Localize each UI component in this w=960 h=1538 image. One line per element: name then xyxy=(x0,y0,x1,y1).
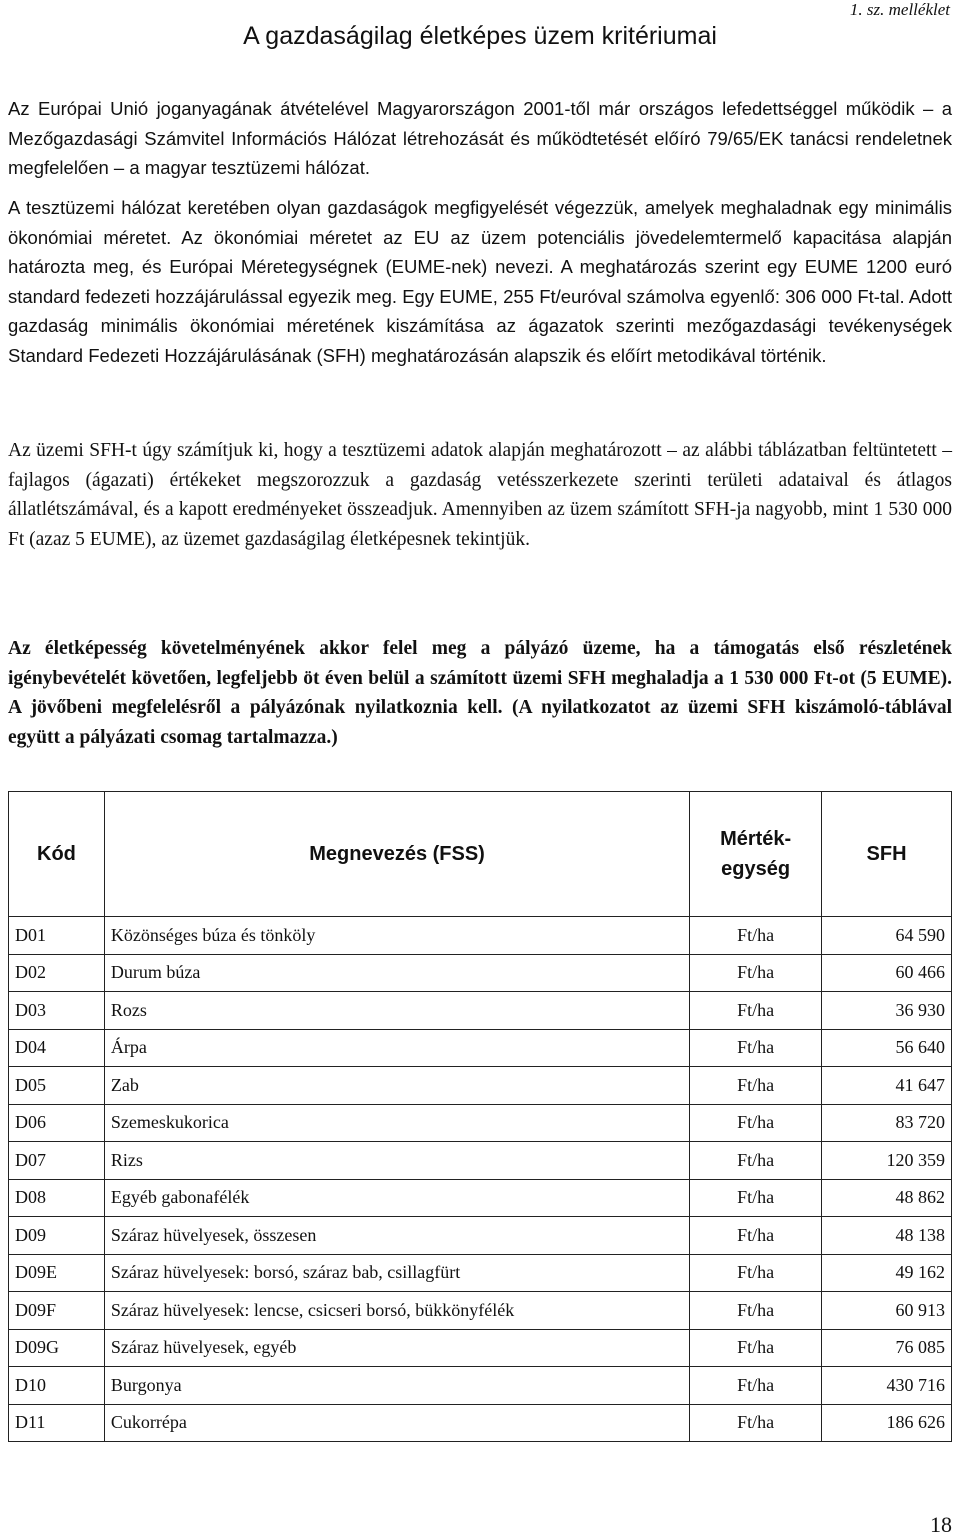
cell-unit: Ft/ha xyxy=(690,1104,822,1142)
cell-unit: Ft/ha xyxy=(690,1142,822,1180)
annex-label: 1. sz. melléklet xyxy=(849,0,950,19)
cell-code: D02 xyxy=(9,954,105,992)
cell-unit: Ft/ha xyxy=(690,1217,822,1255)
cell-name: Rizs xyxy=(104,1142,689,1180)
cell-sfh: 41 647 xyxy=(822,1067,952,1105)
cell-sfh: 56 640 xyxy=(822,1029,952,1067)
cell-name: Zab xyxy=(104,1067,689,1105)
cell-unit: Ft/ha xyxy=(690,1179,822,1217)
cell-name: Száraz hüvelyesek: lencse, csicseri borsó, bükkönyfélék xyxy=(104,1292,689,1330)
cell-name: Egyéb gabonafélék xyxy=(104,1179,689,1217)
header-name: Megnevezés (FSS) xyxy=(104,792,689,917)
cell-name: Száraz hüvelyesek, összesen xyxy=(104,1217,689,1255)
header-sfh: SFH xyxy=(822,792,952,917)
economic-size-paragraph: A tesztüzemi hálózat keretében olyan gazdaságok megfigyelését végezzük, amelyek meghaladnak egy minimális ökonómiai méretet. Az ökonómiai méretet az EU az üzem potenciális jövedelemtermelő kapacitása alapján határozta meg, és Európai Méretegységnek (EUME-nek) nevezi. A meghatározás szerint egy EUME 1200 euró standard fedezeti hozzájárulással egyezik meg. Egy EUME, 255 Ft/euróval számolva egyenlő: 306 000 Ft-tal. Adott gazdaság minimális ökonómiai méretének kiszámítása az ágazatok szerinti mezőgazdasági tevékenységek Standard Fedezeti Hozzájárulásának (SFH) meghatározásán alapszik és előírt metodikával történik. xyxy=(8,197,952,366)
cell-code: D05 xyxy=(9,1067,105,1105)
cell-sfh: 76 085 xyxy=(822,1329,952,1367)
viability-requirement-paragraph: Az életképesség követelményének akkor felel meg a pályázó üzeme, ha a támogatás első részletének igénybevételét követően, legfeljebb öt éven belül a számított üzemi SFH meghaladja a 1 530 000 Ft-ot (5 EUME). A jövőbeni megfelelésről a pályázónak nyilatkoznia kell. (A nyilatkozatot az üzemi SFH kiszámoló-táblával együtt a pályázati csomag tartalmazza.) xyxy=(8,638,952,748)
cell-name: Árpa xyxy=(104,1029,689,1067)
cell-unit: Ft/ha xyxy=(690,917,822,955)
cell-unit: Ft/ha xyxy=(690,1254,822,1292)
page-title xyxy=(0,22,960,51)
header-unit: Mérték-egység xyxy=(690,792,822,917)
cell-sfh: 186 626 xyxy=(822,1404,952,1442)
table-row xyxy=(9,954,952,992)
cell-code: D11 xyxy=(9,1404,105,1442)
cell-sfh: 49 162 xyxy=(822,1254,952,1292)
cell-name: Szemeskukorica xyxy=(104,1104,689,1142)
table-row xyxy=(9,992,952,1030)
cell-sfh: 83 720 xyxy=(822,1104,952,1142)
cell-unit: Ft/ha xyxy=(690,1067,822,1105)
cell-code: D03 xyxy=(9,992,105,1030)
cell-name: Rozs xyxy=(104,992,689,1030)
cell-unit: Ft/ha xyxy=(690,1404,822,1442)
cell-sfh: 64 590 xyxy=(822,917,952,955)
cell-sfh: 48 862 xyxy=(822,1179,952,1217)
cell-name: Burgonya xyxy=(104,1367,689,1405)
cell-code: D09E xyxy=(9,1254,105,1292)
cell-code: D07 xyxy=(9,1142,105,1180)
page-title-text: A gazdaságilag életképes üzem kritériumai xyxy=(243,22,717,50)
cell-unit: Ft/ha xyxy=(690,954,822,992)
cell-name: Száraz hüvelyesek: borsó, száraz bab, csillagfürt xyxy=(104,1254,689,1292)
table-row xyxy=(9,1254,952,1292)
cell-sfh: 120 359 xyxy=(822,1142,952,1180)
cell-code: D09 xyxy=(9,1217,105,1255)
table-row xyxy=(9,1329,952,1367)
page-number: 18 xyxy=(930,1512,952,1537)
cell-sfh: 430 716 xyxy=(822,1367,952,1405)
cell-code: D09G xyxy=(9,1329,105,1367)
table-header-row xyxy=(9,792,952,917)
intro-paragraph: Az Európai Unió joganyagának átvételével Magyarországon 2001-től már országos lefedettséggel működik – a Mezőgazdasági Számvitel Információs Hálózat létrehozását és működtetését előíró 79/65/EK tanácsi rendeletnek megfelelően – a magyar tesztüzemi hálózat. xyxy=(8,98,952,178)
sfh-table xyxy=(8,791,952,1442)
table-row xyxy=(9,1029,952,1067)
cell-sfh: 36 930 xyxy=(822,992,952,1030)
table-row xyxy=(9,1404,952,1442)
cell-unit: Ft/ha xyxy=(690,1329,822,1367)
table-body xyxy=(9,917,952,1442)
cell-code: D09F xyxy=(9,1292,105,1330)
cell-code: D06 xyxy=(9,1104,105,1142)
table-row xyxy=(9,1179,952,1217)
table-row xyxy=(9,1292,952,1330)
cell-code: D08 xyxy=(9,1179,105,1217)
table-row xyxy=(9,1067,952,1105)
sfh-calculation-paragraph: Az üzemi SFH-t úgy számítjuk ki, hogy a tesztüzemi adatok alapján meghatározott – az alábbi táblázatban feltüntetett – fajlagos (ágazati) értékeket megszorozzuk a gazdaság vetésszerkezete szerinti területi adataival és átlagos állatlétszámával, és a kapott eredményeket összeadjuk. Amennyiben az üzem számított SFH-ja nagyobb, mint 1 530 000 Ft (azaz 5 EUME), az üzemet gazdaságilag életképesnek tekintjük. xyxy=(8,440,952,550)
table-row xyxy=(9,1367,952,1405)
cell-name: Száraz hüvelyesek, egyéb xyxy=(104,1329,689,1367)
header-code: Kód xyxy=(9,792,105,917)
cell-sfh: 60 466 xyxy=(822,954,952,992)
cell-sfh: 60 913 xyxy=(822,1292,952,1330)
cell-sfh: 48 138 xyxy=(822,1217,952,1255)
cell-unit: Ft/ha xyxy=(690,1029,822,1067)
cell-name: Cukorrépa xyxy=(104,1404,689,1442)
cell-code: D04 xyxy=(9,1029,105,1067)
table-row xyxy=(9,917,952,955)
table-row xyxy=(9,1104,952,1142)
table-row xyxy=(9,1217,952,1255)
table-row xyxy=(9,1142,952,1180)
cell-code: D10 xyxy=(9,1367,105,1405)
cell-unit: Ft/ha xyxy=(690,992,822,1030)
cell-code: D01 xyxy=(9,917,105,955)
cell-unit: Ft/ha xyxy=(690,1292,822,1330)
cell-name: Durum búza xyxy=(104,954,689,992)
cell-unit: Ft/ha xyxy=(690,1367,822,1405)
cell-name: Közönséges búza és tönköly xyxy=(104,917,689,955)
